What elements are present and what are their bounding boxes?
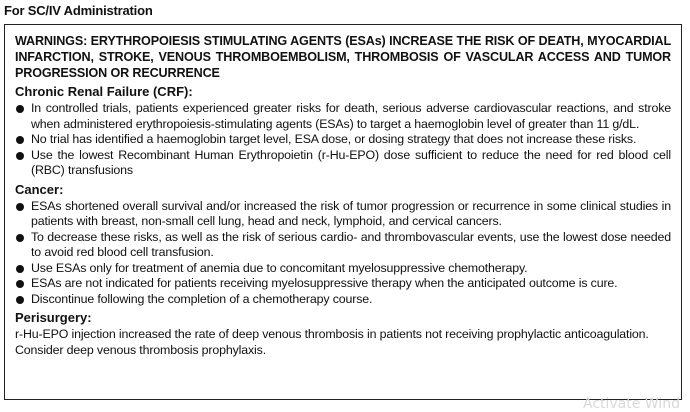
bullet-icon <box>16 136 24 144</box>
cancer-heading: Cancer: <box>15 181 64 197</box>
bullet-icon <box>16 296 24 304</box>
crf-item: Use the lowest Recombinant Human Erythropoietin (r-Hu-EPO) dose sufficient to reduce the need for red blood cell (RBC) transfusions <box>15 148 671 179</box>
cancer-list <box>15 199 671 308</box>
page-header: For SC/IV Administration <box>4 3 153 18</box>
boxed-warning <box>4 24 682 400</box>
bullet-icon <box>16 203 24 211</box>
crf-item: No trial has identified a haemoglobin target level, ESA dose, or dosing strategy that does not increase these risks. <box>15 132 671 148</box>
cancer-item: ESAs shortened overall survival and/or increased the risk of tumor progression or recurrence in some clinical studies in patients with breast, non-small cell lung, head and neck, lymphoid, and cervical cancers. <box>15 199 671 230</box>
bullet-icon <box>16 152 24 160</box>
crf-item: In controlled trials, patients experienced greater risks for death, serious adverse cardiovascular reactions, and stroke when administered erythropoiesis-stimulating agents (ESAs) to target a haemoglobin level of greater than 11 g/dL. <box>15 101 671 132</box>
perisurgery-heading: Perisurgery: <box>15 310 92 325</box>
bullet-icon <box>16 280 24 288</box>
crf-heading: Chronic Renal Failure (CRF): <box>15 84 193 99</box>
cancer-item: Use ESAs only for treatment of anemia due to concomitant myelosuppressive chemotherapy. <box>15 261 671 277</box>
bullet-icon <box>16 234 24 242</box>
cancer-item: ESAs are not indicated for patients receiving myelosuppressive therapy when the anticipated outcome is cure. <box>15 276 671 292</box>
perisurgery-text: r-Hu-EPO injection increased the rate of deep venous thrombosis in patients not receiving prophylactic anticoagulation. Consider deep venous thrombosis prophylaxis. <box>15 327 649 357</box>
cancer-item: To decrease these risks, as well as the risk of serious cardio- and thrombovascular events, use the lowest dose needed to avoid red blood cell transfusion. <box>15 230 671 261</box>
bullet-icon <box>16 265 24 273</box>
crf-list <box>15 101 671 179</box>
warning-title: WARNINGS: ERYTHROPOIESIS STIMULATING AGENTS (ESAs) INCREASE THE RISK OF DEATH, MYOCARDIAL INFARCTION, STROKE, VENOUS THROMBOEMBOLISM, THROMBOSIS OF VASCULAR ACCESS AND TUMOR PROGRESSION OR RECURRENCE <box>15 34 671 80</box>
watermark-text: Activate Wind <box>582 396 680 412</box>
bullet-icon <box>16 105 24 113</box>
cancer-item: Discontinue following the completion of a chemotherapy course. <box>15 292 671 308</box>
